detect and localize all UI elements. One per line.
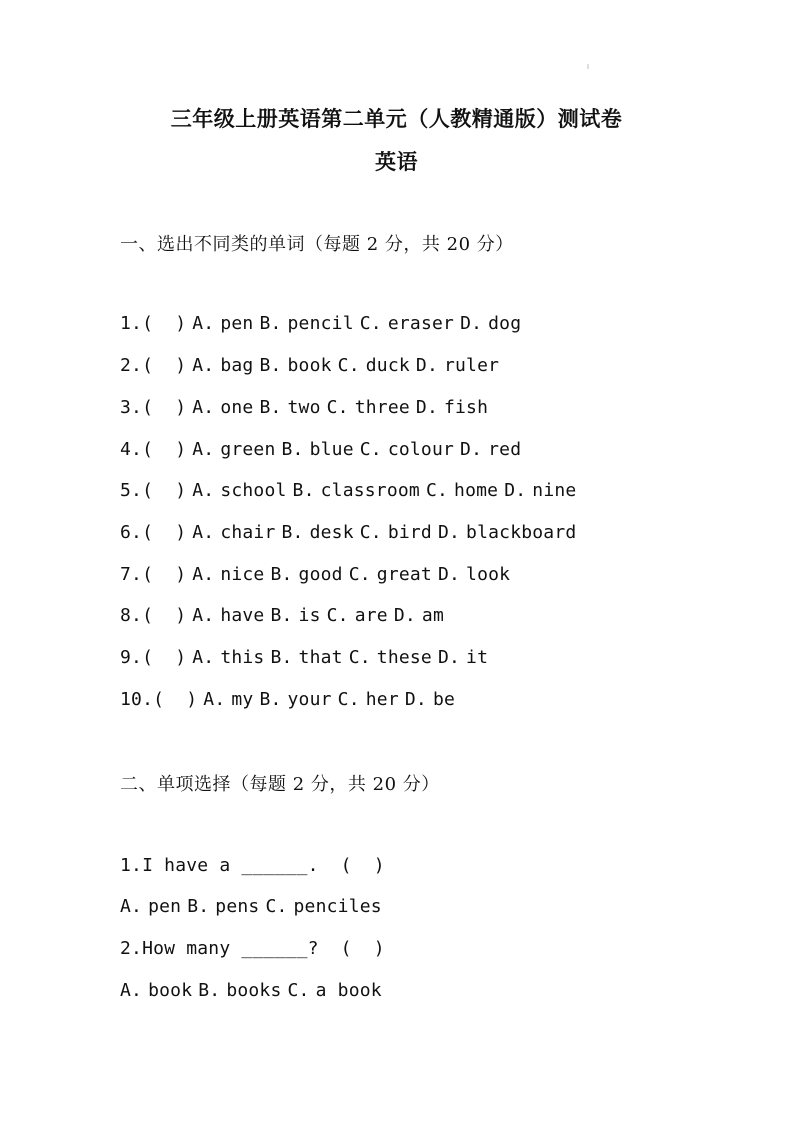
- question-number: 4.: [120, 439, 143, 460]
- question-number: 7.: [120, 564, 143, 585]
- option: [192, 355, 253, 376]
- option: [426, 480, 498, 501]
- option: [259, 689, 331, 710]
- option-letter: C.: [326, 605, 349, 626]
- option-word: that: [298, 647, 343, 668]
- option-letter: B.: [281, 522, 304, 543]
- answer-bracket[interactable]: ( ): [142, 605, 187, 626]
- option: [259, 355, 331, 376]
- option-word: look: [466, 564, 511, 585]
- option-word: pen: [148, 896, 182, 917]
- option: [349, 564, 432, 585]
- question-number: 1.: [120, 855, 143, 876]
- option-word: school: [220, 480, 287, 501]
- question-row: [120, 480, 576, 501]
- option-letter: C.: [359, 522, 382, 543]
- option-letter: A.: [192, 647, 215, 668]
- option-word: dog: [488, 313, 522, 334]
- option: [416, 355, 499, 376]
- answer-bracket[interactable]: ( ): [142, 522, 187, 543]
- option-word: red: [488, 439, 522, 460]
- option-letter: D.: [437, 647, 461, 668]
- option: [282, 522, 354, 543]
- answer-bracket[interactable]: ( ): [142, 355, 187, 376]
- option: [265, 896, 381, 917]
- option-word: my: [231, 689, 254, 710]
- option-word: are: [354, 605, 388, 626]
- option-letter: A.: [192, 313, 215, 334]
- option: [360, 439, 454, 460]
- question-row: [120, 522, 576, 543]
- option: [438, 647, 488, 668]
- option: [192, 605, 264, 626]
- option: [460, 313, 521, 334]
- option: [270, 647, 342, 668]
- option-letter: B.: [259, 397, 282, 418]
- question-row: [120, 439, 521, 460]
- question-number: 5.: [120, 480, 143, 501]
- option: [192, 647, 264, 668]
- option-letter: B.: [270, 647, 293, 668]
- option-word: is: [298, 605, 321, 626]
- option: [120, 980, 192, 1001]
- option-letter: C.: [265, 896, 288, 917]
- option-letter: D.: [437, 564, 461, 585]
- option-word: books: [226, 980, 282, 1001]
- option-letter: B.: [259, 313, 282, 334]
- option-letter: B.: [292, 480, 315, 501]
- option-word: duck: [365, 355, 410, 376]
- option: [270, 564, 342, 585]
- option-word: nice: [220, 564, 265, 585]
- option-word: book: [287, 355, 332, 376]
- option-word: good: [298, 564, 343, 585]
- option: [338, 355, 410, 376]
- question-stem-row: [120, 938, 385, 959]
- question-number: 9.: [120, 647, 143, 668]
- option-word: nine: [532, 480, 577, 501]
- option-word: this: [220, 647, 265, 668]
- option: [460, 439, 521, 460]
- answer-bracket[interactable]: ( ): [153, 689, 198, 710]
- option-word: blackboard: [466, 522, 577, 543]
- option: [120, 896, 181, 917]
- option-letter: C.: [348, 564, 371, 585]
- option-letter: C.: [359, 313, 382, 334]
- option-letter: B.: [270, 605, 293, 626]
- option-letter: A.: [120, 896, 143, 917]
- option-word: these: [376, 647, 432, 668]
- option: [288, 980, 382, 1001]
- option-letter: D.: [415, 397, 438, 418]
- section-1-heading: 一、选出不同类的单词（每题 2 分，共 20 分）: [120, 234, 514, 255]
- options-row: [120, 896, 382, 917]
- answer-bracket[interactable]: ( ): [142, 480, 187, 501]
- option-word: blue: [309, 439, 354, 460]
- option-letter: B.: [259, 355, 282, 376]
- option-letter: D.: [393, 605, 416, 626]
- option-word: desk: [309, 522, 354, 543]
- option: [394, 605, 444, 626]
- option-letter: B.: [281, 439, 304, 460]
- option-word: colour: [387, 439, 455, 460]
- question-number: 6.: [120, 522, 143, 543]
- option-letter: D.: [415, 355, 438, 376]
- option-letter: A.: [192, 439, 215, 460]
- option-letter: A.: [192, 564, 215, 585]
- option: [327, 605, 388, 626]
- option: [438, 564, 510, 585]
- question-number: 2.: [120, 355, 143, 376]
- section-2-heading: 二、单项选择（每题 2 分，共 20 分）: [120, 774, 440, 795]
- option: [416, 397, 488, 418]
- option-word: penciles: [293, 896, 382, 917]
- question-stem: I have a ______.: [142, 855, 319, 876]
- question-row: [120, 689, 455, 710]
- option-word: pencil: [287, 313, 354, 334]
- option: [349, 647, 432, 668]
- option-word: great: [376, 564, 432, 585]
- option: [438, 522, 576, 543]
- option: [405, 689, 455, 710]
- question-number: 8.: [120, 605, 143, 626]
- question-row: [120, 313, 521, 334]
- option-letter: B.: [198, 980, 221, 1001]
- option-word: pens: [215, 896, 260, 917]
- question-number: 1.: [120, 313, 143, 334]
- answer-bracket[interactable]: ( ): [142, 313, 187, 334]
- option: [192, 480, 286, 501]
- option-word: two: [287, 397, 321, 418]
- answer-bracket[interactable]: ( ): [142, 564, 187, 585]
- option-word: classroom: [320, 480, 420, 501]
- option: [192, 397, 253, 418]
- option-letter: D.: [437, 522, 461, 543]
- option-letter: C.: [337, 689, 360, 710]
- option-word: green: [220, 439, 276, 460]
- option-word: three: [354, 397, 410, 418]
- option-letter: D.: [460, 439, 483, 460]
- option: [270, 605, 320, 626]
- option: [259, 397, 320, 418]
- option: [192, 564, 264, 585]
- question-row: [120, 647, 488, 668]
- option: [259, 313, 353, 334]
- option-letter: A.: [192, 397, 215, 418]
- question-stem: How many ______?: [142, 938, 319, 959]
- question-row: [120, 355, 499, 376]
- question-row: [120, 564, 510, 585]
- option-letter: C.: [359, 439, 382, 460]
- option-word: ruler: [443, 355, 500, 376]
- option: [338, 689, 399, 710]
- option: [293, 480, 420, 501]
- option-letter: A.: [203, 689, 226, 710]
- answer-bracket[interactable]: ( ): [340, 938, 385, 959]
- option-letter: A.: [192, 480, 215, 501]
- options-row: [120, 980, 382, 1001]
- option: [192, 522, 275, 543]
- question-row: [120, 397, 488, 418]
- option-letter: D.: [404, 689, 427, 710]
- option: [192, 439, 275, 460]
- question-number: 10.: [120, 689, 154, 710]
- question-row: [120, 605, 444, 626]
- answer-bracket[interactable]: ( ): [142, 439, 187, 460]
- option-word: a book: [315, 980, 382, 1001]
- option: [360, 522, 432, 543]
- option: [282, 439, 354, 460]
- document-title: 三年级上册英语第二单元（人教精通版）测试卷: [170, 106, 623, 131]
- option-letter: B.: [259, 689, 282, 710]
- option-letter: C.: [287, 980, 310, 1001]
- option: [192, 313, 253, 334]
- option: [327, 397, 410, 418]
- question-number: 2.: [120, 938, 143, 959]
- option-letter: C.: [425, 480, 449, 501]
- option-word: bird: [387, 522, 432, 543]
- option-word: bag: [220, 355, 254, 376]
- option-word: chair: [220, 522, 276, 543]
- answer-bracket[interactable]: ( ): [340, 855, 385, 876]
- answer-bracket[interactable]: ( ): [142, 397, 187, 418]
- document-subtitle: 英语: [375, 149, 418, 174]
- option-letter: C.: [337, 355, 360, 376]
- option-letter: B.: [187, 896, 210, 917]
- option-word: eraser: [387, 313, 455, 334]
- option-letter: A.: [120, 980, 143, 1001]
- option-letter: B.: [270, 564, 293, 585]
- option-word: be: [432, 689, 456, 710]
- option-word: book: [148, 980, 193, 1001]
- option: [187, 896, 259, 917]
- option-word: it: [466, 647, 489, 668]
- answer-bracket[interactable]: ( ): [142, 647, 187, 668]
- option: [203, 689, 253, 710]
- option-letter: C.: [348, 647, 371, 668]
- option-word: one: [220, 397, 254, 418]
- option: [504, 480, 576, 501]
- option-letter: D.: [460, 313, 483, 334]
- question-stem-row: [120, 855, 385, 876]
- option: [360, 313, 454, 334]
- option-letter: D.: [504, 480, 527, 501]
- option-word: pen: [220, 313, 254, 334]
- scan-artifact: [587, 64, 589, 69]
- option-word: her: [365, 689, 399, 710]
- option-word: fish: [443, 397, 489, 418]
- option-word: have: [220, 605, 265, 626]
- option-word: home: [454, 480, 499, 501]
- option-letter: A.: [192, 605, 215, 626]
- question-number: 3.: [120, 397, 143, 418]
- option-word: am: [421, 605, 444, 626]
- option-word: your: [287, 689, 332, 710]
- option: [198, 980, 281, 1001]
- option-letter: A.: [192, 355, 215, 376]
- option-letter: A.: [192, 522, 215, 543]
- option-letter: C.: [326, 397, 349, 418]
